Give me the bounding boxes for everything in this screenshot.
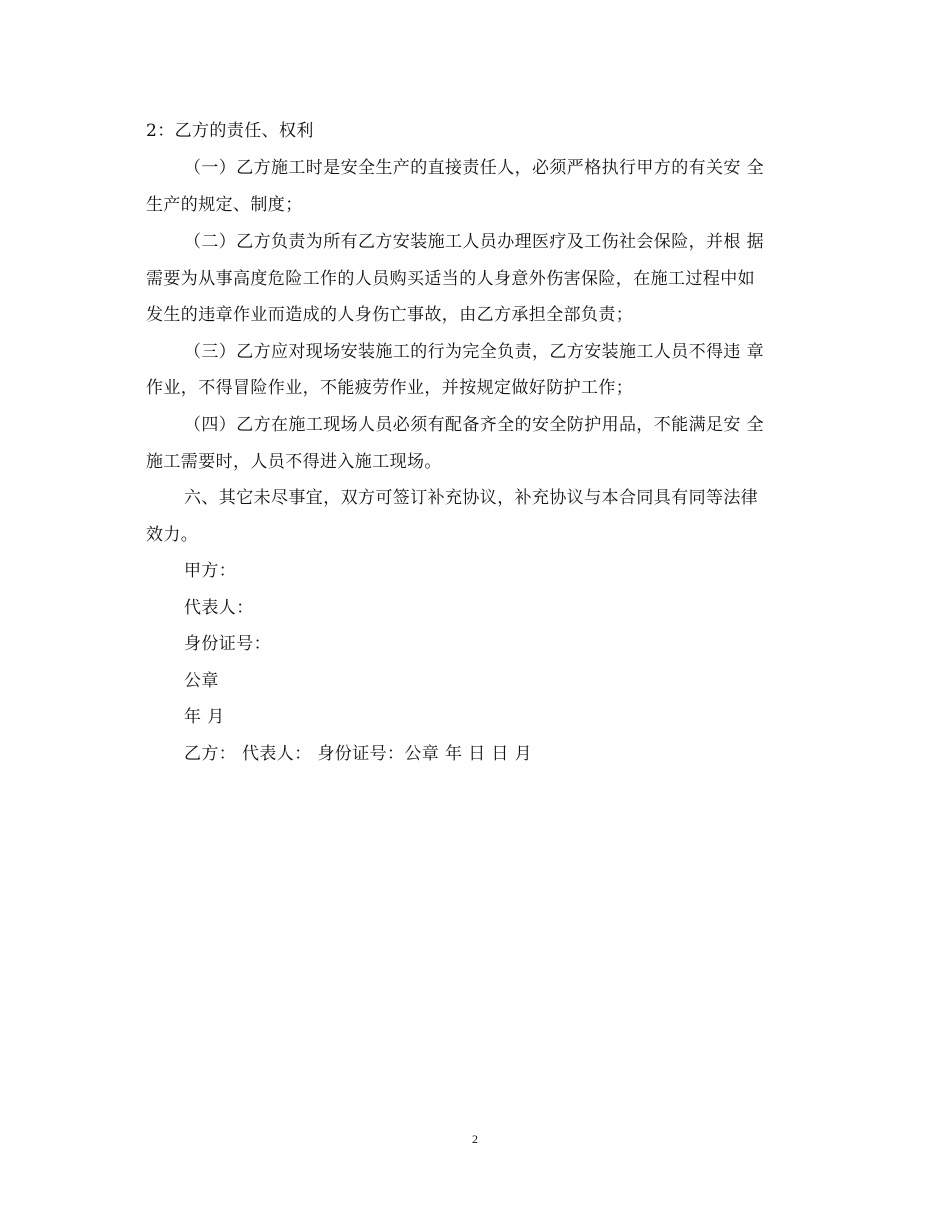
paragraph-line: 施工需要时，人员不得进入施工现场。 [146, 452, 442, 472]
paragraph-line: （四）乙方在施工现场人员必须有配备齐全的安全防护用品，不能满足安 全 [184, 415, 765, 435]
paragraph-line: 作业，不得冒险作业，不能疲劳作业，并按规定做好防护工作； [146, 378, 634, 398]
paragraph-line: 六、其它未尽事宜，双方可签订补充协议，补充协议与本合同具有同等法律 [184, 488, 759, 508]
paragraph-line: 需要为从事高度危险工作的人员购买适当的人身意外伤害保险，在施工过程中如 [146, 269, 755, 289]
seal-label: 公章 [184, 671, 219, 691]
date-label: 年 月 [184, 707, 225, 727]
party-b-line: 乙方： 代表人： 身份证号：公章 年 日 日 月 [184, 744, 533, 764]
id-number-label: 身份证号： [184, 634, 271, 654]
paragraph-line: （三）乙方应对现场安装施工的行为完全负责，乙方安装施工人员不得违 章 [184, 342, 765, 362]
paragraph-line: 生产的规定、制度； [146, 195, 303, 215]
paragraph-line: （二）乙方负责为所有乙方安装施工人员办理医疗及工伤社会保险，并根 据 [184, 232, 765, 252]
party-a-label: 甲方： [184, 561, 237, 581]
representative-label: 代表人： [184, 598, 254, 618]
paragraph-line: 效力。 [146, 525, 199, 545]
section-heading: 2：乙方的责任、权利 [146, 121, 314, 141]
paragraph-line: 发生的违章作业而造成的人身伤亡事故，由乙方承担全部负责； [146, 305, 634, 325]
paragraph-line: （一）乙方施工时是安全生产的直接责任人，必须严格执行甲方的有关安 全 [184, 158, 765, 178]
page-number: 2 [472, 1132, 478, 1146]
